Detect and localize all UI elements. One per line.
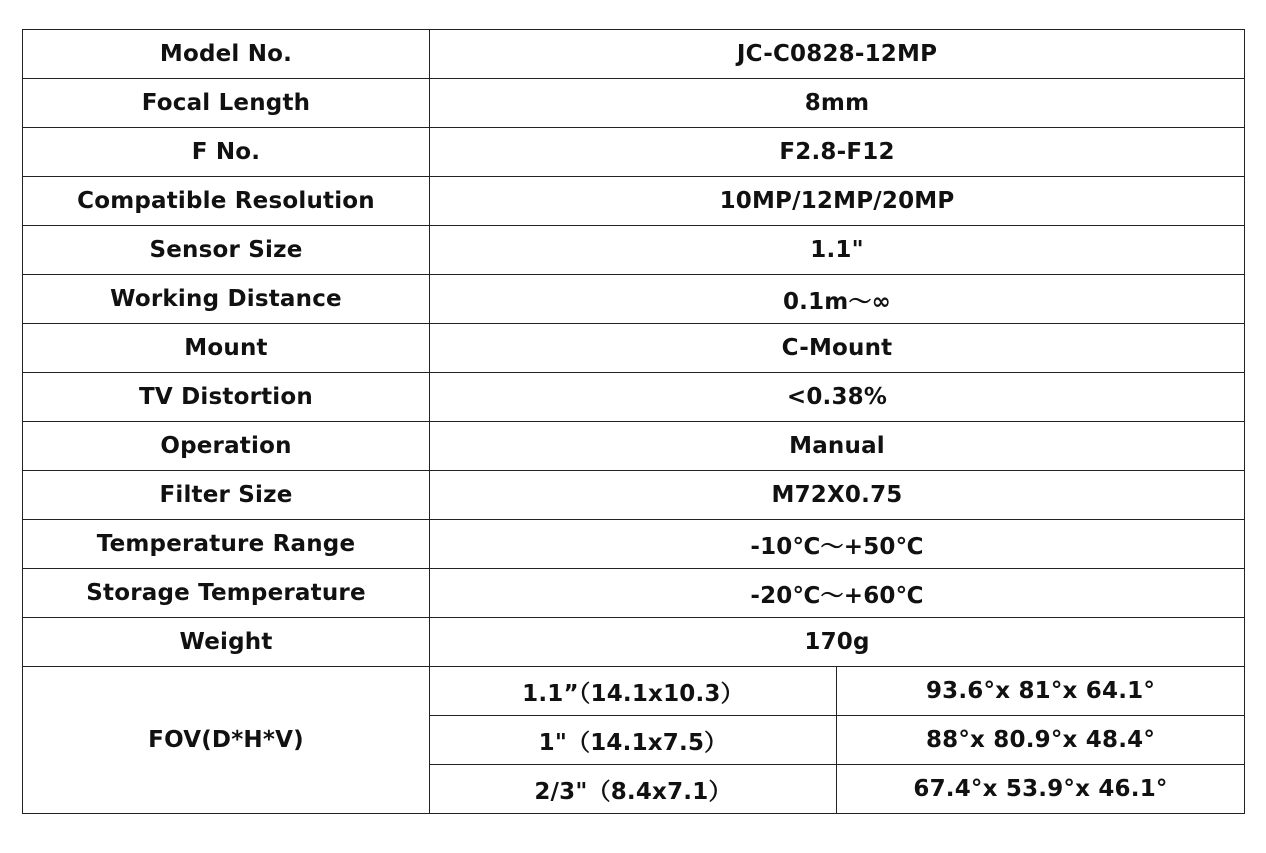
fov-format: 1.1”（14.1x10.3） <box>430 667 837 716</box>
spec-value: 170g <box>430 618 1245 667</box>
spec-value: 1.1" <box>430 226 1245 275</box>
spec-label: Focal Length <box>23 79 430 128</box>
fov-angles: 67.4°x 53.9°x 46.1° <box>837 765 1245 814</box>
spec-label: Storage Temperature <box>23 569 430 618</box>
spec-label: Filter Size <box>23 471 430 520</box>
spec-label: Sensor Size <box>23 226 430 275</box>
fov-format: 1"（14.1x7.5） <box>430 716 837 765</box>
spec-value: Manual <box>430 422 1245 471</box>
table-row <box>23 79 1245 128</box>
spec-label: Weight <box>23 618 430 667</box>
spec-value: 10MP/12MP/20MP <box>430 177 1245 226</box>
table-row <box>23 569 1245 618</box>
table-row <box>23 422 1245 471</box>
table-row <box>23 177 1245 226</box>
spec-label: Compatible Resolution <box>23 177 430 226</box>
fov-label: FOV(D*H*V) <box>23 667 430 814</box>
spec-value: JC-C0828-12MP <box>430 30 1245 79</box>
table-row <box>23 30 1245 79</box>
spec-value: C-Mount <box>430 324 1245 373</box>
spec-label: Working Distance <box>23 275 430 324</box>
spec-value: F2.8-F12 <box>430 128 1245 177</box>
table-row <box>23 226 1245 275</box>
spec-label: F No. <box>23 128 430 177</box>
spec-label: Operation <box>23 422 430 471</box>
spec-value: <0.38% <box>430 373 1245 422</box>
table-row <box>23 324 1245 373</box>
table-row <box>23 275 1245 324</box>
table-row <box>23 128 1245 177</box>
table-row <box>23 471 1245 520</box>
spec-label: Temperature Range <box>23 520 430 569</box>
spec-value: -10℃～+50℃ <box>430 520 1245 569</box>
fov-format: 2/3"（8.4x7.1） <box>430 765 837 814</box>
spec-value: 0.1m～∞ <box>430 275 1245 324</box>
fov-angles: 93.6°x 81°x 64.1° <box>837 667 1245 716</box>
table-row <box>23 373 1245 422</box>
spec-value: M72X0.75 <box>430 471 1245 520</box>
table-row <box>23 520 1245 569</box>
spec-table <box>22 29 1245 814</box>
spec-label: Model No. <box>23 30 430 79</box>
fov-row <box>23 667 1245 716</box>
spec-label: Mount <box>23 324 430 373</box>
table-row <box>23 618 1245 667</box>
spec-label: TV Distortion <box>23 373 430 422</box>
spec-value: 8mm <box>430 79 1245 128</box>
fov-angles: 88°x 80.9°x 48.4° <box>837 716 1245 765</box>
spec-value: -20℃～+60℃ <box>430 569 1245 618</box>
